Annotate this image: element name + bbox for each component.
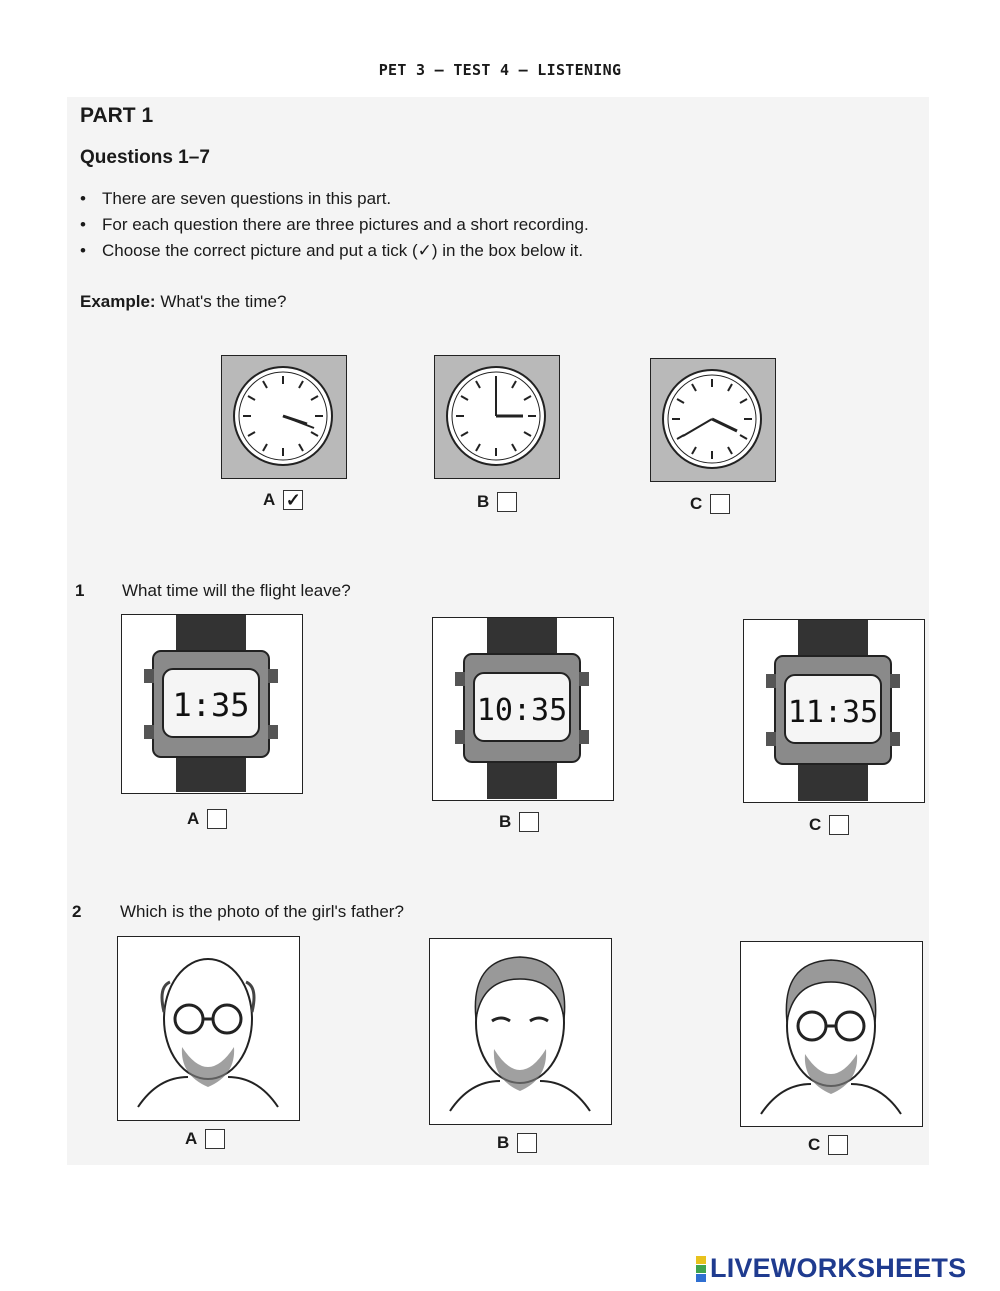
- liveworksheets-footer: [696, 1253, 966, 1284]
- instructions-list: [80, 186, 589, 264]
- watch-picture-b: [432, 617, 614, 801]
- man-with-glasses-hair-icon: [741, 942, 921, 1125]
- clock-picture-c: [650, 358, 776, 482]
- option-letter: C: [690, 494, 703, 513]
- instruction-item: • There are seven questions in this part.: [80, 186, 589, 212]
- logo-block: [696, 1256, 706, 1264]
- q2-option-b[interactable]: [497, 1133, 537, 1153]
- answer-checkbox[interactable]: [205, 1129, 225, 1149]
- q2-option-a[interactable]: [185, 1129, 225, 1149]
- q1-option-b[interactable]: [499, 812, 539, 832]
- bald-man-glasses-icon: [118, 937, 298, 1119]
- instruction-item: • For each question there are three pictures and a short recording.: [80, 212, 589, 238]
- q1-option-a[interactable]: [187, 809, 227, 829]
- option-letter: B: [477, 492, 490, 511]
- questions-heading: Questions 1–7: [80, 147, 210, 168]
- option-letter: A: [263, 490, 276, 509]
- clock-icon: [651, 359, 774, 480]
- q2-option-c[interactable]: [808, 1135, 848, 1155]
- option-letter: C: [809, 815, 822, 834]
- option-letter: B: [499, 812, 512, 831]
- man-without-glasses-icon: [430, 939, 610, 1123]
- answer-checkbox[interactable]: [517, 1133, 537, 1153]
- question-text: Which is the photo of the girl's father?: [120, 902, 404, 921]
- question-number: 1: [75, 581, 85, 600]
- answer-checkbox[interactable]: [497, 492, 517, 512]
- digital-watch-icon: [122, 615, 301, 792]
- question-text: What time will the flight leave?: [122, 581, 351, 600]
- clock-picture-a: [221, 355, 347, 479]
- digital-watch-icon: [433, 618, 612, 799]
- face-picture-b: [429, 938, 612, 1125]
- instruction-item: • Choose the correct picture and put a tick (✓) in the box below it.: [80, 238, 589, 264]
- part-title: PART 1: [80, 104, 154, 127]
- answer-checkbox[interactable]: [828, 1135, 848, 1155]
- brand-name: LIVEWORKSHEETS: [710, 1253, 967, 1283]
- answer-checkbox[interactable]: [710, 494, 730, 514]
- option-letter: B: [497, 1133, 510, 1152]
- face-picture-a: [117, 936, 300, 1121]
- answer-checkbox[interactable]: [519, 812, 539, 832]
- example-option-a[interactable]: [263, 490, 303, 510]
- clock-picture-b: [434, 355, 560, 479]
- watch-display: 1:35: [172, 686, 250, 724]
- watch-display: 11:35: [787, 695, 879, 730]
- watch-picture-c: [743, 619, 925, 803]
- answer-checkbox[interactable]: [207, 809, 227, 829]
- example-option-b[interactable]: [477, 492, 517, 512]
- liveworksheets-logo-icon: [696, 1256, 706, 1282]
- option-letter: C: [808, 1135, 821, 1154]
- option-letter: A: [187, 809, 200, 828]
- watch-picture-a: [121, 614, 303, 794]
- answer-checkbox[interactable]: [829, 815, 849, 835]
- logo-block: [696, 1274, 706, 1282]
- face-picture-c: [740, 941, 923, 1127]
- logo-block: [696, 1265, 706, 1273]
- q1-option-c[interactable]: [809, 815, 849, 835]
- watch-display: 10:35: [476, 693, 568, 728]
- example-option-c[interactable]: [690, 494, 730, 514]
- digital-watch-icon: [744, 620, 923, 801]
- page-header: PET 3 – TEST 4 – LISTENING: [378, 61, 622, 79]
- example-line: [80, 292, 286, 312]
- example-question: What's the time?: [160, 292, 287, 311]
- clock-icon: [435, 356, 558, 477]
- question-number: 2: [72, 902, 82, 921]
- option-letter: A: [185, 1129, 198, 1148]
- example-label: Example:: [80, 292, 156, 311]
- clock-icon: [222, 356, 345, 477]
- answer-checkbox[interactable]: ✓: [283, 490, 303, 510]
